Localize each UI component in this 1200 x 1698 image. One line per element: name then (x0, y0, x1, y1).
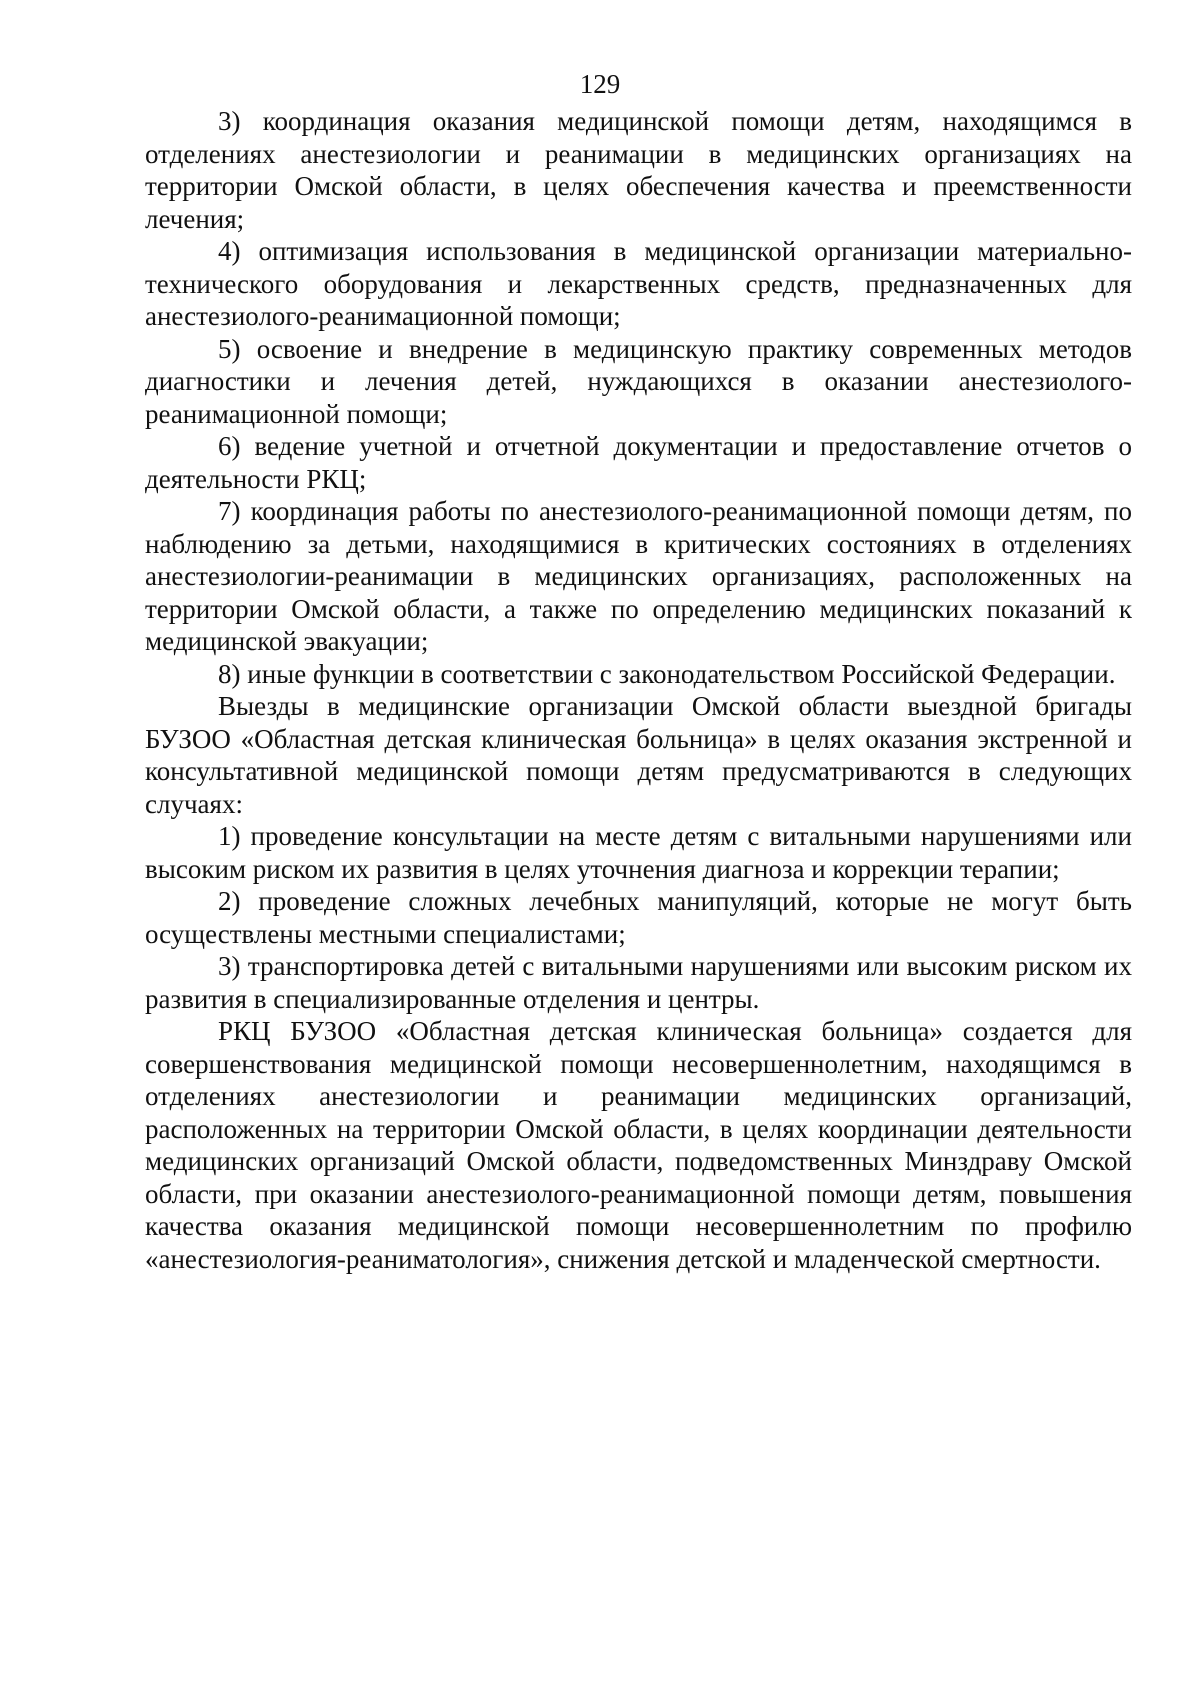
page-number: 129 (579, 69, 621, 99)
paragraph-rkc-purpose: РКЦ БУЗОО «Областная детская клиническая больница» создается для совершенствования медицинской помощи несовершеннолетним, находящимся в отделениях анестезиологии и реанимации медицинских организаций, расположенных на территории Омской области, в целях координации деятельности медицинских организаций Омской области, подведомственных Минздраву Омской области, при оказании анестезиолого-реанимационной помощи детям, повышения качества оказания медицинской помощи несовершеннолетним по профилю «анестезиология-реаниматология», снижения детской и младенческой смертности. (145, 1016, 1132, 1274)
paragraph-case-2-manipulations: 2) проведение сложных лечебных манипуляций, которые не могут быть осуществлены местными специалистами; (145, 886, 1132, 949)
paragraph-item-8-other-functions: 8) иные функции в соответствии с законодательством Российской Федерации. (218, 658, 1116, 689)
paragraph-item-4-optimization: 4) оптимизация использования в медицинской организации материально-технического оборудования и лекарственных средств, предназначенных для анестезиолого-реанимационной помощи; (145, 236, 1132, 331)
paragraph-field-visits: Выезды в медицинские организации Омской области выездной бригады БУЗОО «Областная детская клиническая больница» в целях оказания экстренной и консультативной медицинской помощи детям предусматриваются в следующих случаях: (145, 691, 1132, 819)
document-body (145, 105, 1132, 1275)
paragraph-item-7-coordination-work: 7) координация работы по анестезиолого-реанимационной помощи детям, по наблюдению за детьми, находящимися в критических состояниях в отделениях анестезиологии-реанимации в медицинских организациях, расположенных на территории Омской области, а также по определению медицинских показаний к медицинской эвакуации; (145, 496, 1132, 656)
paragraph-item-5-methods: 5) освоение и внедрение в медицинскую практику современных методов диагностики и лечения детей, нуждающихся в оказании анестезиолого-реанимационной помощи; (145, 333, 1132, 429)
paragraph-item-3-coordination: 3) координация оказания медицинской помощи детям, находящимся в отделениях анестезиологии и реанимации в медицинских организациях на территории Омской области, в целях обеспечения качества и преемственности лечения; (145, 106, 1132, 234)
paragraph-case-3-transport: 3) транспортировка детей с витальными нарушениями или высоким риском их развития в специализированные отделения и центры. (145, 951, 1132, 1014)
paragraph-item-6-documentation: 6) ведение учетной и отчетной документации и предоставление отчетов о деятельности РКЦ; (145, 431, 1132, 494)
paragraph-case-1-consultation: 1) проведение консультации на месте детям с витальными нарушениями или высоким риском их развития в целях уточнения диагноза и коррекции терапии; (145, 821, 1132, 884)
